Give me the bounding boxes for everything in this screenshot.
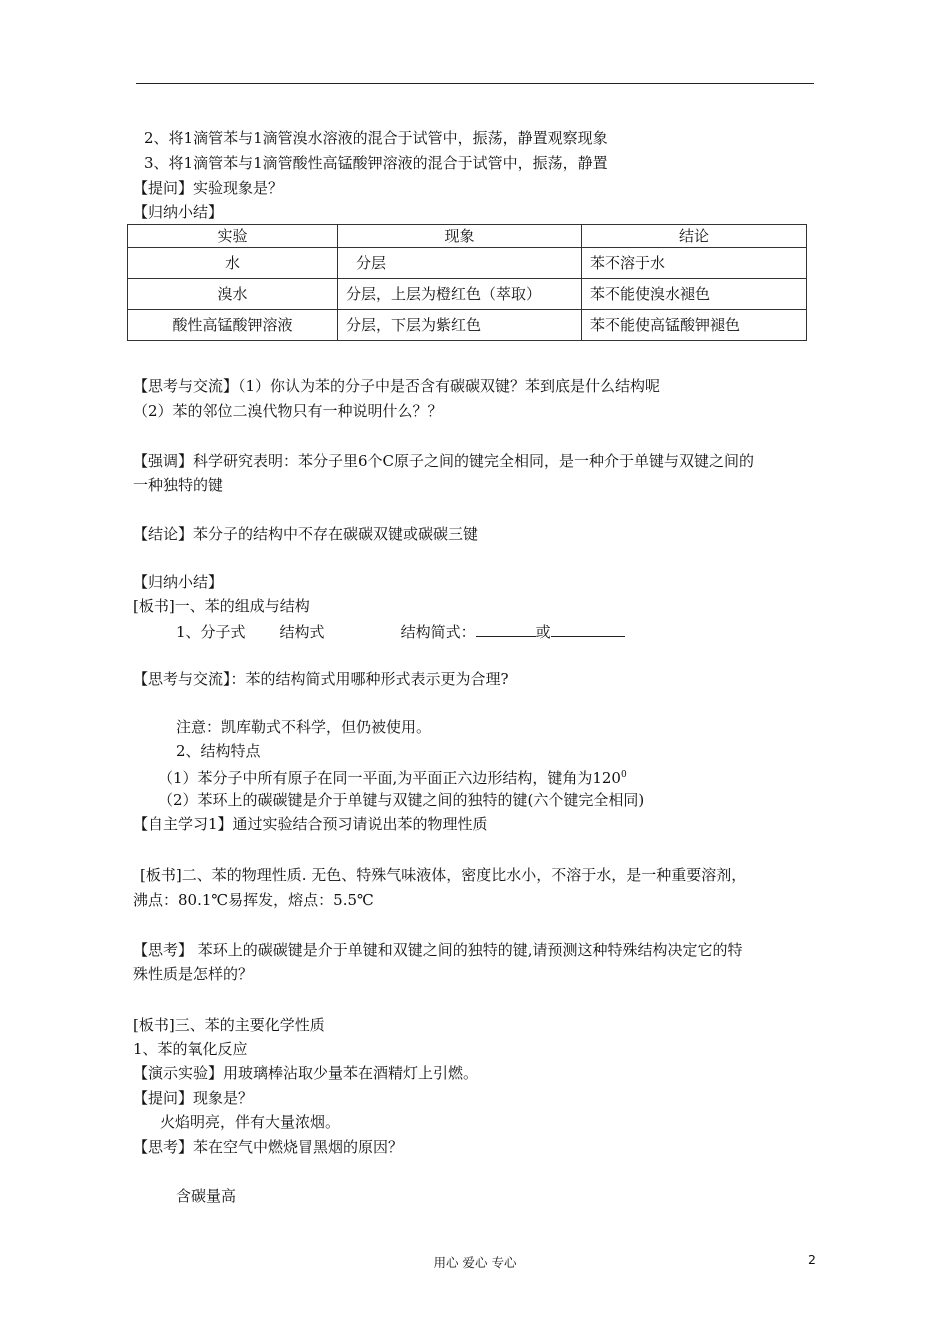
feature-item-1: （1）苯分子中所有原子在同一平面,为平面正六边形结构，键角为$120^0$	[158, 769, 627, 787]
formula-blank-2	[551, 621, 625, 637]
step-3-text: 3、将1滴管苯与1滴管酸性高锰酸钾溶液的混合于试管中，振荡，静置	[144, 154, 608, 172]
table-row	[128, 279, 807, 310]
table-header-cell: 实验	[128, 225, 338, 248]
note-text: 注意：凯库勒式不科学，但仍被使用。	[176, 718, 432, 736]
table-header-row	[128, 225, 807, 248]
table-cell: 分层	[338, 248, 582, 279]
oxidation-heading: 1、苯的氧化反应	[133, 1040, 248, 1058]
board-3-title: [板书]三、苯的主要化学性质	[133, 1016, 325, 1034]
features-title: 2、结构特点	[176, 742, 261, 760]
table-cell: 分层，上层为橙红色（萃取）	[338, 279, 582, 310]
board-2-line-1: [板书]二、苯的物理性质. 无色、特殊气味液体，密度比水小，不溶于水，是一种重要溶剂，	[140, 866, 747, 884]
emphasis-line-1: 【强调】科学研究表明：苯分子里6个C原子之间的键完全相同，是一种介于单键与双键之间的	[133, 452, 755, 470]
or-text: 或	[535, 623, 551, 641]
emphasis-line-2: 一种独特的键	[133, 476, 224, 494]
question-2-text: 【提问】现象是？	[133, 1089, 254, 1107]
table-row	[128, 248, 807, 279]
header-rule	[136, 83, 814, 84]
discussion-1-line-1: 【思考与交流】（1）你认为苯的分子中是否含有碳碳双键？苯到底是什么结构呢	[133, 377, 661, 395]
table-cell: 苯不能使溴水褪色	[582, 279, 807, 310]
formula-blank-1	[476, 621, 536, 637]
think-line-2: 殊性质是怎样的？	[133, 965, 254, 983]
simple-formula-label: 结构简式：	[400, 623, 476, 641]
answer-2-text: 含碳量高	[176, 1187, 237, 1205]
structure-label: 结构式	[279, 623, 325, 641]
discussion-2-text: 【思考与交流】：苯的结构简式用哪种形式表示更为合理?	[133, 670, 509, 688]
formula-label: 1、分子式	[176, 623, 246, 641]
footer-motto: 用心 爱心 专心	[433, 1255, 517, 1270]
demo-text: 【演示实验】用玻璃棒沾取少量苯在酒精灯上引燃。	[133, 1064, 479, 1082]
table-cell: 水	[128, 248, 338, 279]
answer-text: 火焰明亮，伴有大量浓烟。	[160, 1113, 341, 1131]
summary-heading: 【归纳小结】	[133, 203, 224, 221]
summary-table	[127, 224, 807, 341]
think-2-text: 【思考】苯在空气中燃烧冒黑烟的原因？	[133, 1138, 404, 1156]
board-1-title: [板书]一、苯的组成与结构	[133, 597, 310, 615]
table-cell: 分层，下层为紫红色	[338, 310, 582, 341]
structure-line	[176, 621, 625, 642]
table-header-cell: 结论	[582, 225, 807, 248]
feature-item-2: （2）苯环上的碳碳键是介于单键与双键之间的独特的键(六个键完全相同)	[158, 791, 645, 809]
table-header-cell: 现象	[338, 225, 582, 248]
table-cell: 苯不能使高锰酸钾褪色	[582, 310, 807, 341]
page-number: 2	[808, 1252, 816, 1267]
degree-superscript: 0	[620, 770, 627, 780]
summary-heading-2: 【归纳小结】	[133, 573, 224, 591]
board-2-line-2: 沸点：80.1℃易挥发，熔点：5.5℃	[133, 891, 374, 909]
question-text: 【提问】实验现象是？	[133, 179, 284, 197]
table-cell: 苯不溶于水	[582, 248, 807, 279]
think-line-1: 【思考】 苯环上的碳碳键是介于单键和双键之间的独特的键,请预测这种特殊结构决定它的特	[133, 941, 743, 959]
conclusion-text: 【结论】苯分子的结构中不存在碳碳双键或碳碳三键	[133, 525, 479, 543]
discussion-1-line-2: （2）苯的邻位二溴代物只有一种说明什么？？	[133, 402, 443, 420]
table-cell: 酸性高锰酸钾溶液	[128, 310, 338, 341]
step-2-text: 2、将1滴管苯与1滴管溴水溶液的混合于试管中，振荡，静置观察现象	[144, 129, 608, 147]
table-row	[128, 310, 807, 341]
table-cell: 溴水	[128, 279, 338, 310]
self-study-text: 【自主学习1】通过实验结合预习请说出苯的物理性质	[133, 815, 488, 833]
